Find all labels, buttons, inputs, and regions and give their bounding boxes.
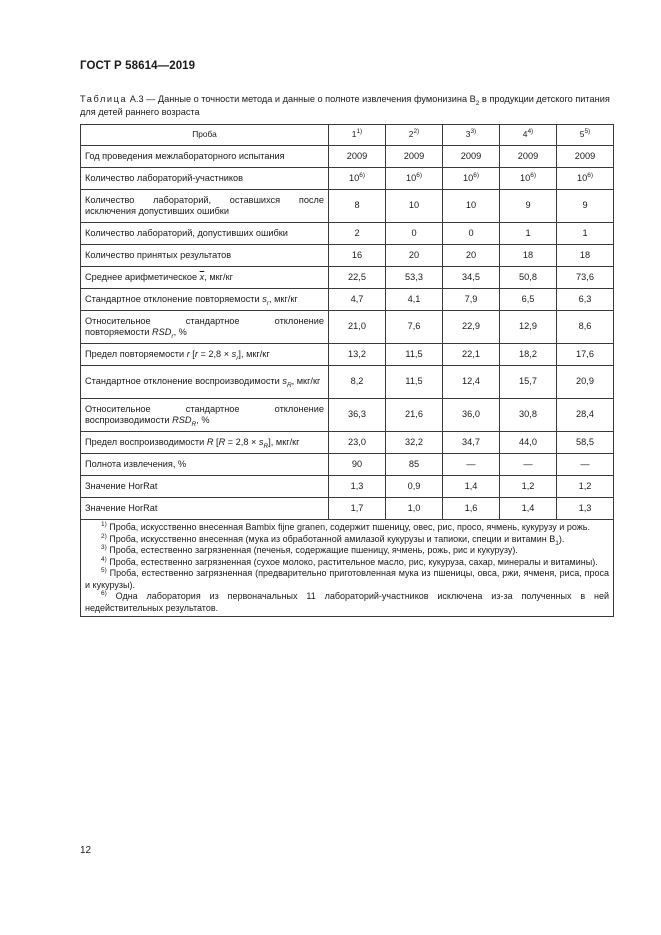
caption-number: А.3: [129, 94, 144, 104]
caption-prefix: Таблица: [80, 94, 128, 104]
caption-subscript: 2: [475, 99, 480, 107]
table-cell: 2: [329, 223, 386, 245]
table-cell: 44,0: [500, 432, 557, 454]
row-label: Предел воспроизводимости R $[R = 2,8 \times s_R]$, мкг/кг: [81, 432, 329, 454]
table-cell: 0: [443, 223, 500, 245]
table-cell: 18,2: [500, 344, 557, 366]
footnote: $^{1)}$ Проба, искусственно внесенная Bambix fijne granen, содержит пшеницу, овес, рис, просо, ячмень, кукурузу и рожь.: [101, 521, 590, 532]
table-cell: 85: [386, 454, 443, 476]
table-cell: 9: [500, 190, 557, 223]
table-cell: 10: [386, 190, 443, 223]
table-cell: —: [500, 454, 557, 476]
table-cell: —: [443, 454, 500, 476]
table-cell: 21,0: [329, 311, 386, 344]
document-header: ГОСТ Р 58614—2019: [80, 60, 196, 72]
table-row: [81, 245, 614, 267]
row-label: Количество лабораторий, допустивших ошибки: [81, 223, 329, 245]
table-cell: 1,7: [329, 498, 386, 520]
row-label: Полнота извлечения, %: [81, 454, 329, 476]
table-cell: 11,5: [386, 366, 443, 399]
row-label: Значение HorRat: [81, 498, 329, 520]
precision-data-table: [80, 124, 614, 617]
row-label: Среднее арифметическое $\overline{x}$, мкг/кг: [81, 267, 329, 289]
row-label: Количество принятых результатов: [81, 245, 329, 267]
table-cell: 10$^{6)}$: [443, 168, 500, 190]
table-cell: 2009: [557, 146, 614, 168]
table-cell: 58,5: [557, 432, 614, 454]
table-cell: 18: [500, 245, 557, 267]
footnote: $^{2)}$ Проба, искусственно внесенная (мука из обработанной амилазой кукурузы и тапиоки, специи и витамин $В_1$).: [101, 532, 565, 547]
table-cell: 2009: [500, 146, 557, 168]
table-row: [81, 267, 614, 289]
footnote: $^{6)}$ Одна лаборатория из первоначальных 11 лабораторий-участников исключена из-за полученных в ней недействительных результатов.: [85, 590, 609, 613]
table-footnotes: [81, 520, 614, 617]
table-cell: 1,4: [500, 498, 557, 520]
table-row: [81, 432, 614, 454]
table-row: [81, 399, 614, 432]
table-cell: 22,9: [443, 311, 500, 344]
row-label: Год проведения межлабораторного испытания: [81, 146, 329, 168]
table-cell: 2009: [329, 146, 386, 168]
table-cell: 8: [329, 190, 386, 223]
table-row: [81, 168, 614, 190]
table-cell: 13,2: [329, 344, 386, 366]
header-sample-5: 5$^{5)}$: [557, 125, 614, 146]
table-cell: 1,0: [386, 498, 443, 520]
table-cell: 73,6: [557, 267, 614, 289]
table-cell: 23,0: [329, 432, 386, 454]
table-row: [81, 454, 614, 476]
table-header-row: [81, 125, 614, 146]
row-label: Стандартное отклонение воспроизводимости $s_R$, мкг/кг: [81, 366, 329, 399]
header-sample-3: 3$^{3)}$: [443, 125, 500, 146]
table-row: [81, 223, 614, 245]
table-cell: 0,9: [386, 476, 443, 498]
table-cell: 7,6: [386, 311, 443, 344]
table-cell: 6,3: [557, 289, 614, 311]
footnote: $^{4)}$ Проба, естественно загрязненная (сухое молоко, растительное масло, рис, кукуруза, сахар, минералы и витамины).: [101, 555, 598, 567]
table-cell: 36,0: [443, 399, 500, 432]
table-cell: 10$^{6)}$: [500, 168, 557, 190]
table-cell: 36,3: [329, 399, 386, 432]
table-cell: 10$^{6)}$: [557, 168, 614, 190]
table-cell: 7,9: [443, 289, 500, 311]
footnote: $^{3)}$ Проба, естественно загрязненная (печенья, содержащие пшеницу, ячмень, рожь, рис и кукурузу).: [101, 544, 518, 555]
table-cell: 0: [386, 223, 443, 245]
table-cell: 20: [443, 245, 500, 267]
table-row: [81, 476, 614, 498]
table-cell: 6,5: [500, 289, 557, 311]
table-row: [81, 311, 614, 344]
table-cell: 34,5: [443, 267, 500, 289]
footnote: $^{5)}$ Проба, естественно загрязненная (предварительно приготовленная мука из пшеницы, овса, ржи, ячменя, риса, проса и кукурузы).: [85, 567, 609, 590]
table-cell: 22,5: [329, 267, 386, 289]
table-cell: 4,1: [386, 289, 443, 311]
table-cell: 34,7: [443, 432, 500, 454]
header-sample-2: 2$^{2)}$: [386, 125, 443, 146]
table-cell: 11,5: [386, 344, 443, 366]
table-cell: 12,9: [500, 311, 557, 344]
row-label: Относительное стандартное отклонение повторяемости $RSD_r$, %: [81, 311, 329, 344]
table-cell: 20: [386, 245, 443, 267]
table-caption: [80, 93, 620, 118]
table-cell: 21,6: [386, 399, 443, 432]
header-sample-label: Проба: [81, 125, 329, 146]
caption-text-end: в продукции детского питания для детей раннего возраста: [80, 94, 610, 117]
row-label: Количество лабораторий-участников: [81, 168, 329, 190]
table-cell: 1: [557, 223, 614, 245]
table-cell: 1: [500, 223, 557, 245]
table-cell: 18: [557, 245, 614, 267]
row-label: Количество лабораторий, оставшихся после исключения допустивших ошибки: [81, 190, 329, 223]
table-cell: 30,8: [500, 399, 557, 432]
table-cell: 12,4: [443, 366, 500, 399]
table-cell: 8,6: [557, 311, 614, 344]
table-cell: 9: [557, 190, 614, 223]
table-row: [81, 146, 614, 168]
table-cell: 4,7: [329, 289, 386, 311]
table-row: [81, 190, 614, 223]
table-cell: 2009: [443, 146, 500, 168]
table-cell: 10: [443, 190, 500, 223]
table-cell: 1,4: [443, 476, 500, 498]
row-label: Значение HorRat: [81, 476, 329, 498]
table-row: [81, 289, 614, 311]
row-label: Стандартное отклонение повторяемости $s_r$, мкг/кг: [81, 289, 329, 311]
table-cell: 2009: [386, 146, 443, 168]
caption-text: — Данные о точности метода и данные о полноте извлечения фумонизина В: [143, 94, 476, 104]
table-row: [81, 366, 614, 399]
page-number: 12: [80, 845, 92, 856]
table-cell: 15,7: [500, 366, 557, 399]
table-cell: —: [557, 454, 614, 476]
header-sample-1: 1$^{1)}$: [329, 125, 386, 146]
table-cell: 16: [329, 245, 386, 267]
table-cell: 17,6: [557, 344, 614, 366]
table-cell: 50,8: [500, 267, 557, 289]
table-row: [81, 498, 614, 520]
row-label: Предел повторяемости r $[r = 2,8 \times s_r]$, мкг/кг: [81, 344, 329, 366]
table-cell: 28,4: [557, 399, 614, 432]
table-cell: 10$^{6)}$: [386, 168, 443, 190]
table-cell: 1,3: [329, 476, 386, 498]
table-row: [81, 344, 614, 366]
table-cell: 8,2: [329, 366, 386, 399]
table-cell: 1,6: [443, 498, 500, 520]
table-cell: 1,3: [557, 498, 614, 520]
table-notes-row: [81, 520, 614, 617]
table-cell: 53,3: [386, 267, 443, 289]
table-cell: 90: [329, 454, 386, 476]
table-cell: 1,2: [500, 476, 557, 498]
table-cell: 32,2: [386, 432, 443, 454]
table-cell: 22,1: [443, 344, 500, 366]
table-cell: 10$^{6)}$: [329, 168, 386, 190]
row-label: Относительное стандартное отклонение воспроизводимости $RSD_R$, %: [81, 399, 329, 432]
header-sample-4: 4$^{4)}$: [500, 125, 557, 146]
table-cell: 20,9: [557, 366, 614, 399]
table-cell: 1,2: [557, 476, 614, 498]
